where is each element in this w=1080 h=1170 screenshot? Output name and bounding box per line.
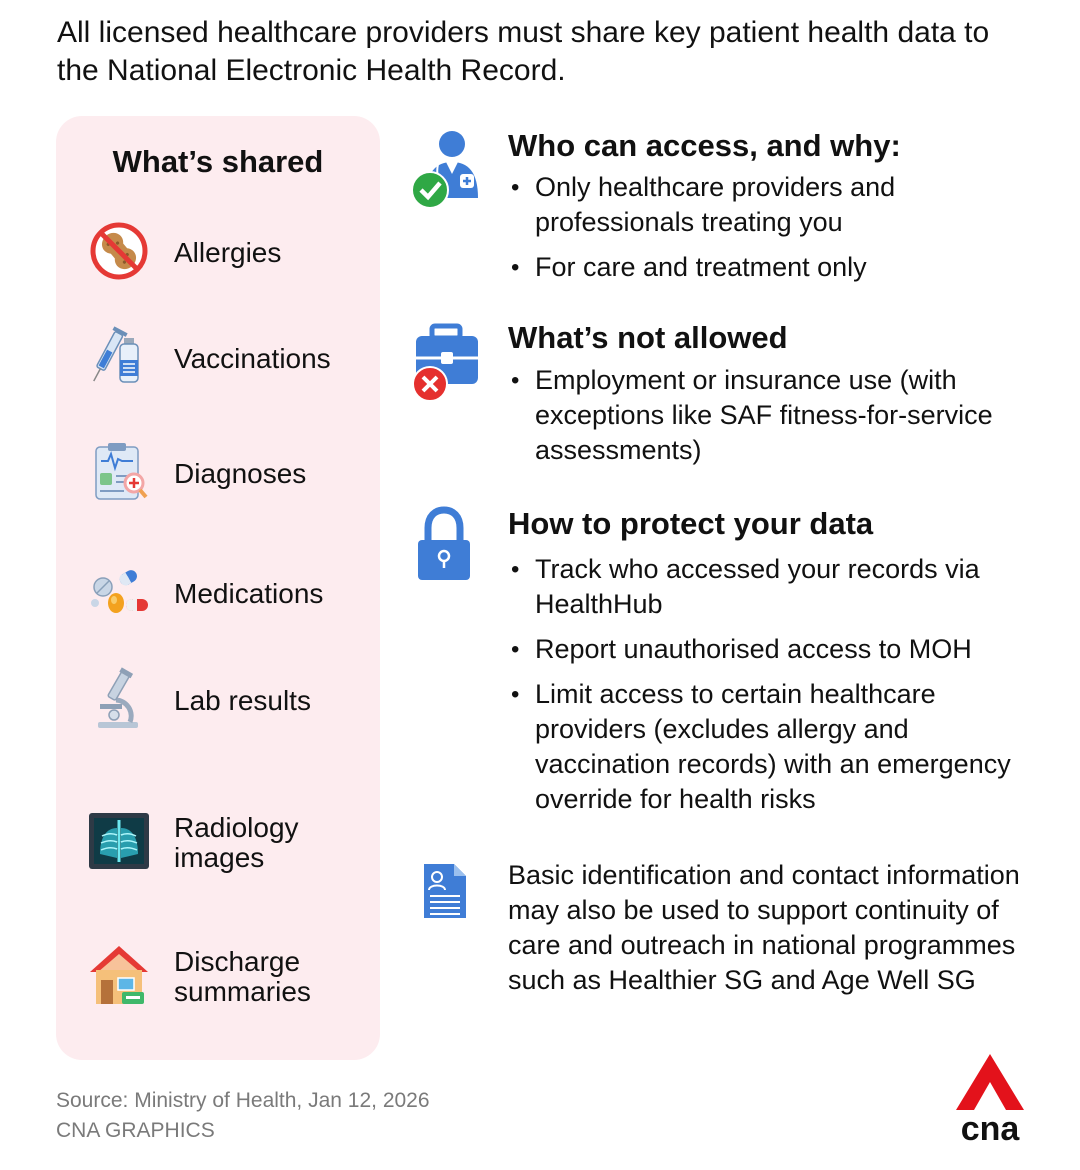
section-heading: Who can access, and why: [508,128,901,163]
whats-shared-panel [56,116,380,1060]
padlock-icon [408,506,480,586]
shared-item-label: Discharge summaries [174,946,311,1007]
cna-logo [954,1052,1026,1144]
bullet-item: • Track who accessed your records via HealthHub [508,552,1028,622]
pills-icon [86,559,152,625]
house-icon [86,942,152,1008]
logo-text: cna [960,1110,1020,1144]
shared-item-diagnoses [86,439,376,509]
headline: All licensed healthcare providers must share key patient health data to the National Electronic Health Record. [57,16,990,87]
section-who-can-access [408,128,1048,298]
bullet-item: • Employment or insurance use (with exceptions like SAF fitness-for-service assessments) [508,363,1028,468]
briefcase-cross-icon [408,320,480,400]
shared-item-lab-results [86,666,376,736]
section-not-allowed [408,320,1048,480]
shared-item-vaccinations [86,324,376,394]
protect-bullets [508,552,1028,827]
shared-item-medications [86,559,376,629]
shared-item-label: Radiology images [174,812,299,873]
shared-item-label: Allergies [174,237,282,268]
section-heading: What’s not allowed [508,320,788,355]
shared-item-label: Vaccinations [174,343,331,374]
bullet-item: • For care and treatment only [508,250,1028,285]
section-protect-data [408,506,1048,836]
section-heading: How to protect your data [508,506,874,541]
clipboard-diagnosis-icon [86,439,152,505]
note-text: Basic identification and contact information may also be used to support continuity of care and outreach in national programmes such as Healthier SG and Age Well SG [508,860,1020,995]
not-allowed-bullets [508,363,1028,478]
shared-item-discharge-summaries [86,942,376,1012]
credit-text: CNA GRAPHICS [56,1119,215,1142]
doctor-check-icon [408,128,480,208]
no-peanut-icon [86,218,152,284]
shared-item-label: Lab results [174,685,311,716]
bullet-item: • Limit access to certain healthcare providers (excludes allergy and vaccination records) with an emergency override for health risks [508,677,1028,817]
access-bullets [508,170,1028,295]
microscope-icon [86,666,152,732]
source-block [56,1086,430,1146]
bullet-item: • Only healthcare providers and professionals treating you [508,170,1028,240]
syringe-vial-icon [86,324,152,390]
xray-icon [86,808,152,874]
bullet-item: • Report unauthorised access to MOH [508,632,1028,667]
shared-item-label: Diagnoses [174,458,307,489]
document-icon [420,862,468,920]
whats-shared-title: What’s shared [112,144,324,179]
shared-item-radiology-images [86,808,376,878]
shared-item-allergies [86,218,376,288]
shared-item-label: Medications [174,578,324,609]
source-text: Source: Ministry of Health, Jan 12, 2026 [56,1089,430,1112]
